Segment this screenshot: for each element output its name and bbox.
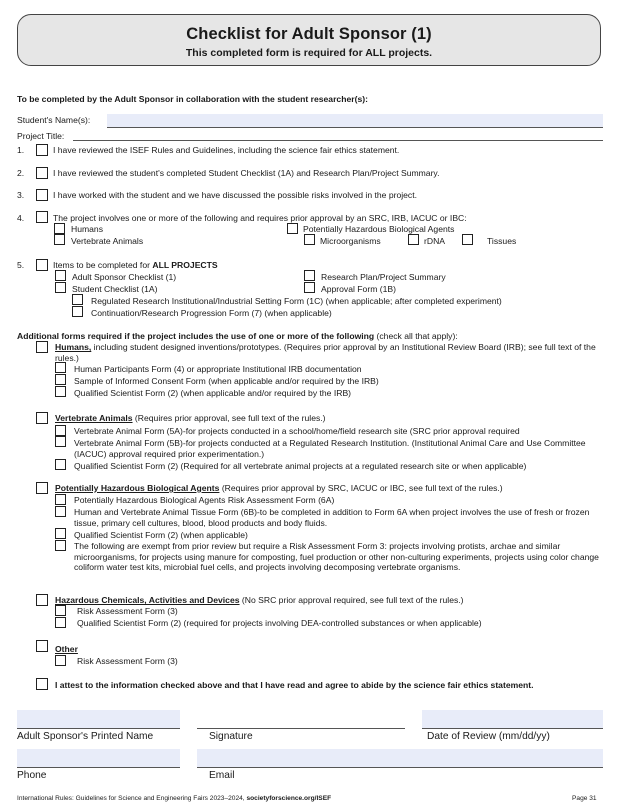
approval-form-checkbox[interactable] bbox=[304, 282, 315, 293]
item-number: 1. bbox=[17, 145, 25, 155]
rdna-checkbox[interactable] bbox=[408, 234, 419, 245]
item-number: 3. bbox=[17, 190, 25, 200]
form-7-checkbox[interactable] bbox=[72, 306, 83, 317]
form-1c-label: Regulated Research Institutional/Industrial Setting Form (1C) (when applicable; after completed experiment) bbox=[91, 296, 502, 306]
date-line bbox=[422, 728, 603, 729]
student-checklist-checkbox[interactable] bbox=[55, 282, 66, 293]
form-6a-label: Potentially Hazardous Biological Agents Risk Assessment Form (6A) bbox=[74, 495, 335, 505]
date-input[interactable] bbox=[422, 710, 603, 728]
project-title-label: Project Title: bbox=[17, 131, 65, 141]
add-vertebrate-text: Vertebrate Animals (Requires prior approval, see full text of the rules.) bbox=[55, 413, 326, 423]
phba-label: Potentially Hazardous Biological Agents bbox=[303, 224, 455, 234]
item-4-text: The project involves one or more of the following and requires prior approval by an SRC, IRB, IACUC or IBC: bbox=[53, 213, 467, 223]
approval-form-label: Approval Form (1B) bbox=[321, 284, 396, 294]
form-title: Checklist for Adult Sponsor (1) bbox=[186, 25, 432, 43]
tissues-checkbox[interactable] bbox=[462, 234, 473, 245]
item-2-text: I have reviewed the student's completed Student Checklist (1A) and Research Plan/Project Summary. bbox=[53, 168, 440, 178]
item-5-checkbox[interactable] bbox=[36, 259, 48, 271]
item-3-text: I have worked with the student and we have discussed the possible risks involved in the project. bbox=[53, 190, 418, 200]
phone-line bbox=[17, 767, 180, 768]
project-title-input[interactable] bbox=[73, 140, 603, 141]
hazardous-qsf-checkbox[interactable] bbox=[55, 617, 66, 628]
date-label: Date of Review (mm/dd/yy) bbox=[427, 731, 550, 742]
rdna-label: rDNA bbox=[424, 236, 446, 246]
humans-qsf-checkbox[interactable] bbox=[55, 386, 66, 397]
microorganisms-checkbox[interactable] bbox=[304, 234, 315, 245]
student-names-label: Student's Name(s): bbox=[17, 115, 91, 125]
form-subtitle: This completed form is required for ALL projects. bbox=[185, 47, 433, 59]
phba-qsf-checkbox[interactable] bbox=[55, 528, 66, 539]
phone-input[interactable] bbox=[17, 749, 180, 767]
humans-form4-label: Human Participants Form (4) or appropriate Institutional IRB documentation bbox=[74, 364, 362, 374]
other-form3-label: Risk Assessment Form (3) bbox=[77, 656, 178, 666]
add-phba-text: Potentially Hazardous Biological Agents (Requires prior approval by SRC, IACUC or IBC, see full text of the rules.) bbox=[55, 483, 503, 493]
research-plan-label: Research Plan/Project Summary bbox=[321, 272, 446, 282]
item-4-checkbox[interactable] bbox=[36, 211, 48, 223]
form-6b-checkbox[interactable] bbox=[55, 506, 66, 517]
email-label: Email bbox=[209, 770, 235, 781]
printed-name-label: Adult Sponsor's Printed Name bbox=[17, 731, 154, 742]
form-1c-checkbox[interactable] bbox=[72, 294, 83, 305]
add-vertebrate-checkbox[interactable] bbox=[36, 412, 48, 424]
item-1-checkbox[interactable] bbox=[36, 144, 48, 156]
form-5b-label: Vertebrate Animal Form (5B)-for projects conducted at a Regulated Research Institution. (Institutional Animal Care and Use Committee (IACUC) approval required prior experimentation.) bbox=[74, 438, 586, 459]
printed-name-line bbox=[17, 728, 180, 729]
form-5a-label: Vertebrate Animal Form (5A)-for projects conducted in a school/home/field research site (SRC prior approval required bbox=[74, 426, 520, 436]
signature-input[interactable] bbox=[197, 728, 405, 729]
student-checklist-label: Student Checklist (1A) bbox=[72, 284, 158, 294]
email-line bbox=[197, 767, 603, 768]
item-number: 5. bbox=[17, 260, 25, 270]
tissues-label: Tissues bbox=[487, 236, 517, 246]
vertebrate-qsf-label: Qualified Scientist Form (2) (Required for all vertebrate animal projects at a regulated research site or when applicable) bbox=[74, 461, 527, 471]
hazardous-qsf-label: Qualified Scientist Form (2) (required for projects involving DEA-controlled substances or when applicable) bbox=[77, 618, 482, 628]
add-hazardous-checkbox[interactable] bbox=[36, 594, 48, 606]
phba-qsf-label: Qualified Scientist Form (2) (when applicable) bbox=[74, 530, 248, 540]
add-humans-text: Humans, including student designed inventions/prototypes. (Requires prior approval by an Institutional Review Board (IRB); see full text of the rules.) bbox=[55, 342, 596, 363]
vertebrate-qsf-checkbox[interactable] bbox=[55, 459, 66, 470]
form-5b-checkbox[interactable] bbox=[55, 436, 66, 447]
phba-checkbox[interactable] bbox=[287, 223, 298, 234]
attest-text: I attest to the information checked above and that I have read and agree to abide by the science fair ethics statement. bbox=[55, 680, 534, 690]
add-humans-checkbox[interactable] bbox=[36, 341, 48, 353]
signature-label: Signature bbox=[209, 731, 253, 742]
microorganisms-label: Microorganisms bbox=[320, 236, 381, 246]
humans-checkbox[interactable] bbox=[54, 223, 65, 234]
attest-checkbox[interactable] bbox=[36, 678, 48, 690]
form-6b-label: Human and Vertebrate Animal Tissue Form (6B)-to be completed in addition to Form 6A when project involves the use of fresh or frozen tissue, primary cell cultures, blood, blood products and body fluids. bbox=[74, 507, 590, 528]
additional-heading: Additional forms required if the project includes the use of one or more of the following (check all that apply): bbox=[17, 331, 458, 341]
form-6a-checkbox[interactable] bbox=[55, 494, 66, 505]
form-7-label: Continuation/Research Progression Form (7) (when applicable) bbox=[91, 308, 332, 318]
email-input[interactable] bbox=[197, 749, 603, 767]
item-number: 4. bbox=[17, 213, 25, 223]
add-other-text: Other bbox=[55, 644, 78, 654]
humans-label: Humans bbox=[71, 224, 103, 234]
item-1-text: I have reviewed the ISEF Rules and Guidelines, including the science fair ethics statement. bbox=[53, 145, 400, 155]
adult-sponsor-checklist-checkbox[interactable] bbox=[55, 270, 66, 281]
footer-text: International Rules: Guidelines for Science and Engineering Fairs 2023–2024, societyforscience.org/ISEF bbox=[17, 795, 332, 802]
item-5-text: Items to be completed for ALL PROJECTS bbox=[53, 260, 218, 270]
vertebrate-animals-label: Vertebrate Animals bbox=[71, 236, 144, 246]
student-names-input[interactable] bbox=[107, 114, 603, 128]
item-3-checkbox[interactable] bbox=[36, 189, 48, 201]
page-number: Page 31 bbox=[572, 795, 597, 802]
vertebrate-animals-checkbox[interactable] bbox=[54, 234, 65, 245]
footer-link[interactable]: societyforscience.org/ISEF bbox=[246, 795, 332, 802]
form-header bbox=[17, 14, 601, 66]
add-other-checkbox[interactable] bbox=[36, 640, 48, 652]
exempt-label: The following are exempt from prior review but require a Risk Assessment Form 3: projects involving protists, archae and similar microorganisms, for projects using manure for composting, fuel production or other non-culturing experiments, projects using color change coliform water test kits, microbial fuel cells, and projects involving decomposing vertebrate organisms. bbox=[74, 541, 599, 572]
printed-name-input[interactable] bbox=[17, 710, 180, 728]
informed-consent-checkbox[interactable] bbox=[55, 374, 66, 385]
hazardous-form3-checkbox[interactable] bbox=[55, 605, 66, 616]
adult-sponsor-checklist-label: Adult Sponsor Checklist (1) bbox=[72, 272, 177, 282]
humans-form4-checkbox[interactable] bbox=[55, 362, 66, 373]
phone-label: Phone bbox=[17, 770, 47, 781]
humans-qsf-label: Qualified Scientist Form (2) (when applicable and/or required by the IRB) bbox=[74, 388, 352, 398]
other-form3-checkbox[interactable] bbox=[55, 655, 66, 666]
form-5a-checkbox[interactable] bbox=[55, 425, 66, 436]
informed-consent-label: Sample of Informed Consent Form (when applicable and/or required by the IRB) bbox=[74, 376, 379, 386]
hazardous-form3-label: Risk Assessment Form (3) bbox=[77, 606, 178, 616]
research-plan-checkbox[interactable] bbox=[304, 270, 315, 281]
exempt-checkbox[interactable] bbox=[55, 540, 66, 551]
add-hazardous-text: Hazardous Chemicals, Activities and Devices (No SRC prior approval required, see full text of the rules.) bbox=[55, 595, 464, 605]
item-number: 2. bbox=[17, 168, 25, 178]
item-2-checkbox[interactable] bbox=[36, 167, 48, 179]
add-phba-checkbox[interactable] bbox=[36, 482, 48, 494]
intro-text: To be completed by the Adult Sponsor in collaboration with the student researcher(s): bbox=[17, 94, 368, 104]
